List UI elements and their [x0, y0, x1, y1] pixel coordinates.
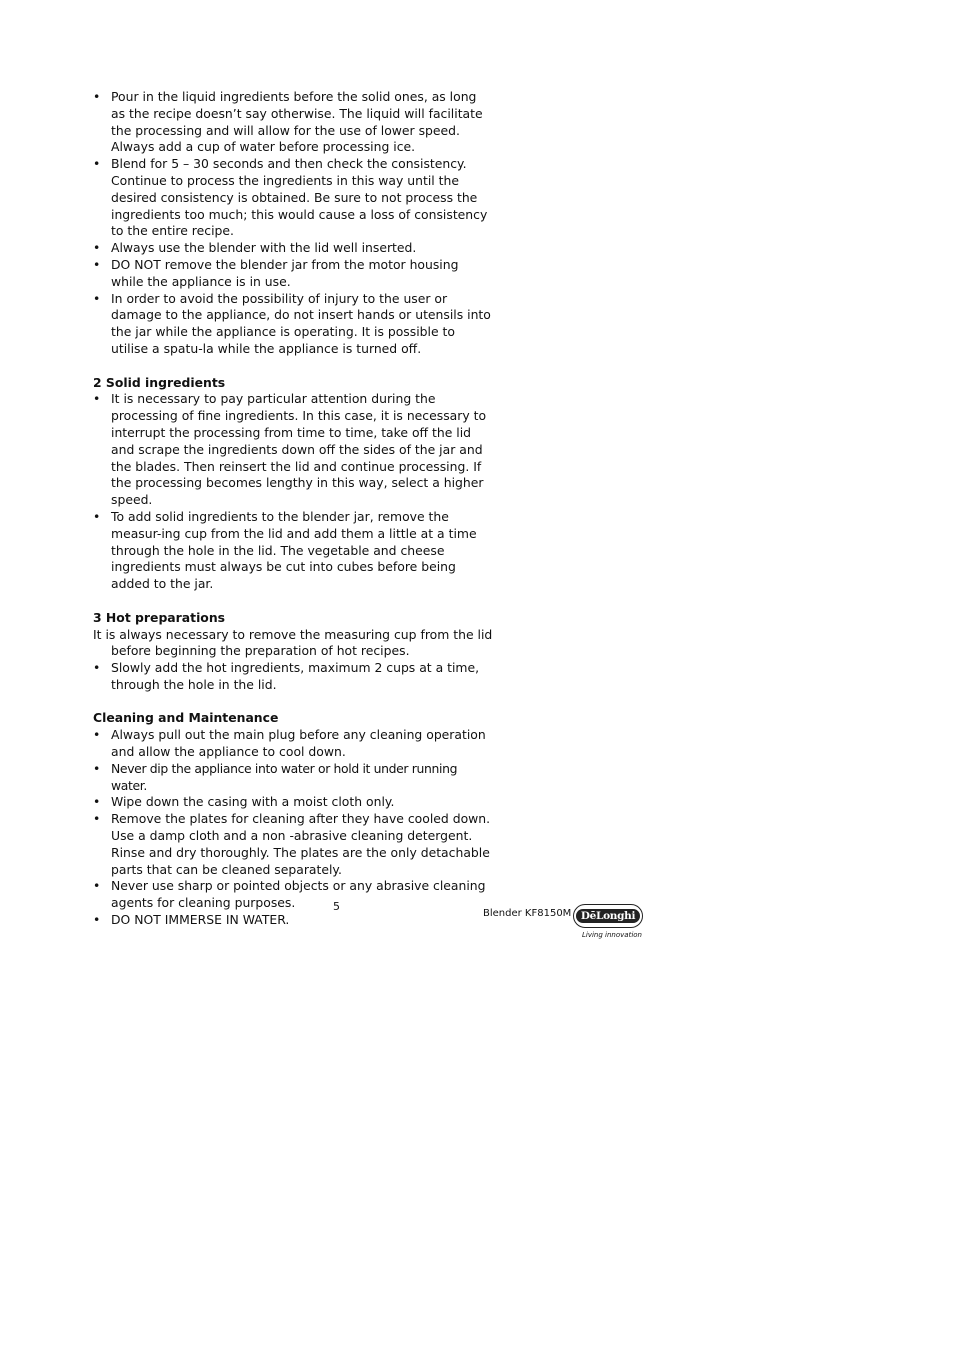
- brand-logo: [573, 904, 643, 928]
- page-number: 5: [333, 900, 340, 913]
- logo-text: DēLonghi: [576, 909, 640, 923]
- hot-list: [93, 660, 493, 694]
- brand-tagline: Living innovation: [582, 931, 642, 939]
- list-item: • In order to avoid the possibility of injury to the user or damage to the appliance, do not insert hands or utensils into the jar while the appliance is operating. It is possible to utilise a spatu-la while the appliance is turned off.: [93, 291, 493, 358]
- list-item: • Blend for 5 – 30 seconds and then check the consistency. Continue to process the ingredients in this way until the desired consistency is obtained. Be sure to not process the ingredients too much; this would cause a loss of consistency to the entire recipe.: [93, 156, 493, 240]
- model-label: Blender KF8150M: [483, 908, 572, 919]
- list-item: • Remove the plates for cleaning after they have cooled down. Use a damp cloth and a non -abrasive cleaning detergent. Rinse and dry thoroughly. The plates are the only detachable parts that can be cleaned separately.: [93, 811, 493, 878]
- section-heading-hot: 3 Hot preparations: [93, 609, 226, 625]
- section-heading-solid: 2 Solid ingredients: [93, 374, 226, 390]
- list-item: • To add solid ingredients to the blender jar, remove the measur-ing cup from the lid and add them a little at a time through the hole in the lid. The vegetable and cheese ingredients must always be cut into cubes before being added to the jar.: [93, 509, 493, 593]
- list-item: • Pour in the liquid ingredients before the solid ones, as long as the recipe doesn’t say otherwise. The liquid will facilitate the processing and will allow for the use of lower speed. Always add a cup of water before processing ice.: [93, 89, 493, 156]
- list-item: • Slowly add the hot ingredients, maximum 2 cups at a time, through the hole in the lid.: [93, 660, 493, 694]
- list-item: • DO NOT remove the blender jar from the motor housing while the appliance is in use.: [93, 257, 493, 291]
- list-item: • DO NOT IMMERSE IN WATER.: [93, 912, 493, 929]
- main-column: [93, 89, 493, 929]
- cleaning-list: [93, 727, 493, 929]
- hot-intro: It is always necessary to remove the measuring cup from the lid before beginning the preparation of hot recipes.: [93, 626, 493, 659]
- solid-list: [93, 391, 493, 593]
- list-item: • Wipe down the casing with a moist cloth only.: [93, 794, 493, 811]
- list-item: • Never dip the appliance into water or hold it under running water.: [93, 761, 493, 795]
- section-heading-cleaning: Cleaning and Maintenance: [93, 710, 279, 726]
- list-item: • Always use the blender with the lid well inserted.: [93, 240, 493, 257]
- liquid-list: [93, 89, 493, 358]
- list-item: • Always pull out the main plug before any cleaning operation and allow the appliance to cool down.: [93, 727, 493, 761]
- list-item: • Never use sharp or pointed objects or any abrasive cleaning agents for cleaning purposes.: [93, 878, 493, 912]
- list-item: • It is necessary to pay particular attention during the processing of fine ingredients. In this case, it is necessary to interrupt the processing from time to time, take off the lid and scrape the ingredients down off the sides of the jar and the blades. Then reinsert the lid and continue processing. If the processing becomes lengthy in this way, select a higher speed.: [93, 391, 493, 509]
